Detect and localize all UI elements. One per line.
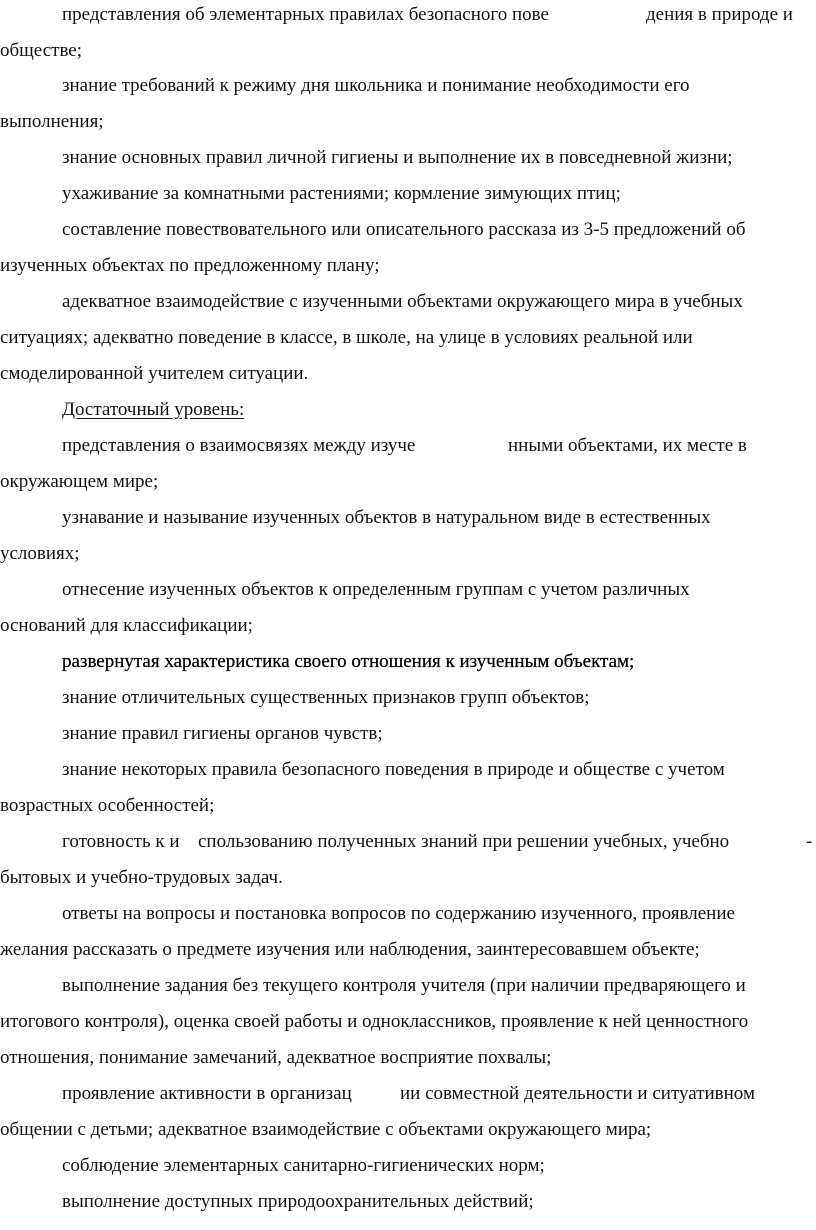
text-line: выполнения;	[0, 111, 104, 132]
text-line: узнавание и называние изученных объектов в натуральном виде в естественных	[62, 507, 711, 528]
text-line: ухаживание за комнатными растениями; кормление зимующих птиц;	[62, 183, 621, 204]
text-line: ответы на вопросы и постановка вопросов по содержанию изученного, проявление	[62, 903, 735, 924]
text-line: выполнение доступных природоохранительных действий;	[62, 1191, 534, 1212]
text-line: желания рассказать о предмете изучения или наблюдения, заинтересовавшем объекте;	[0, 939, 700, 960]
section-heading: Достаточный уровень:	[62, 399, 245, 420]
text-line: соблюдение элементарных санитарно-гигиенических норм;	[62, 1155, 545, 1176]
text-line: итогового контроля), оценка своей работы и одноклассников, проявление к ней ценностного	[0, 1011, 749, 1032]
text-line: отнесение изученных объектов к определенным группам с учетом различных	[62, 579, 690, 600]
text-line: выполнение задания без текущего контроля учителя (при наличии предваряющего и	[62, 975, 746, 996]
text-line: знание некоторых правила безопасного поведения в природе и обществе с учетом	[62, 759, 725, 780]
text-line: -	[806, 831, 813, 852]
text-line: дения в природе и	[646, 4, 793, 25]
text-line: знание требований к режиму дня школьника и понимание необходимости его	[62, 75, 690, 96]
text-line: ии совместной деятельности и ситуативном	[400, 1083, 755, 1104]
text-line: возрастных особенностей;	[0, 795, 215, 816]
text-line: знание правил гигиены органов чувств;	[62, 723, 383, 744]
text-line: общении с детьми; адекватное взаимодействие с объектами окружающего мира;	[0, 1119, 652, 1140]
text-line: знание основных правил личной гигиены и выполнение их в повседневной жизни;	[62, 147, 733, 168]
text-line: обществе;	[0, 40, 83, 61]
text-line: оснований для классификации;	[0, 615, 253, 636]
text-line: окружающем мире;	[0, 471, 159, 492]
text-line: проявление активности в организац	[62, 1083, 352, 1104]
text-line: нными объектами, их месте в	[508, 435, 747, 456]
text-line: ситуациях; адекватно поведение в классе, в школе, на улице в условиях реальной или	[0, 327, 693, 348]
text-line: условиях;	[0, 543, 80, 564]
text-line: изученных объектах по предложенному плану;	[0, 255, 380, 276]
text-line: отношения, понимание замечаний, адекватное восприятие похвалы;	[0, 1047, 552, 1068]
text-line: развернутая характеристика своего отношения к изученным объектам;	[62, 651, 635, 672]
text-line: смоделированной учителем ситуации.	[0, 363, 309, 384]
text-line: бытовых и учебно-трудовых задач.	[0, 867, 283, 888]
text-line: адекватное взаимодействие с изученными объектами окружающего мира в учебных	[62, 291, 743, 312]
text-line: составление повествовательного или описательного рассказа из 3-5 предложений об	[62, 219, 746, 240]
text-line: знание отличительных существенных признаков групп объектов;	[62, 687, 590, 708]
text-line: спользованию полученных знаний при решении учебных, учебно	[198, 831, 730, 852]
text-line: представления об элементарных правилах безопасного пове	[62, 4, 549, 25]
text-line: готовность к и	[62, 831, 180, 852]
text-line: представления о взаимосвязях между изуче	[62, 435, 416, 456]
